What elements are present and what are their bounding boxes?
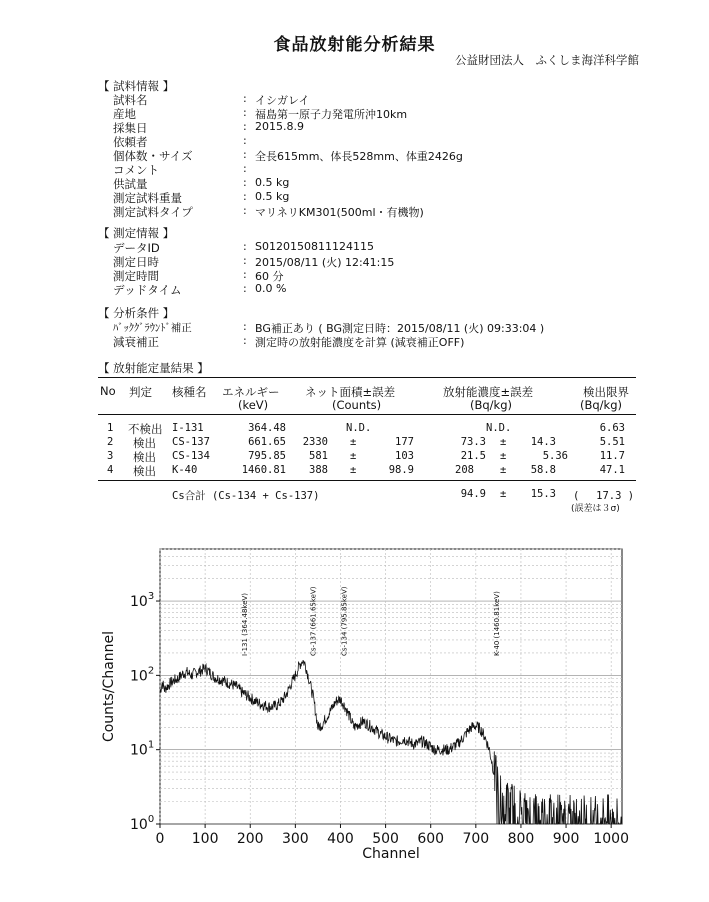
cell-net: 581: [309, 450, 328, 462]
analysis-heading: 【 分析条件 】: [98, 306, 175, 320]
measure-value: 2015/08/11 (火) 12:41:15: [255, 256, 395, 269]
col-header-energy-unit: (keV): [238, 398, 269, 412]
cell-conc-err: 5.36: [542, 450, 568, 462]
sample-label: 依頼者: [113, 135, 148, 149]
x-tick-label: 200: [236, 831, 264, 847]
sample-value: イシガレイ: [255, 94, 310, 107]
sample-label: 測定試料重量: [113, 191, 182, 205]
cell-nuclide: CS-137: [172, 436, 210, 448]
y-tick-label: $10^1$: [130, 739, 155, 759]
cell-no: 4: [107, 464, 114, 476]
cell-conc: 73.3: [460, 436, 486, 448]
sample-label: 個体数・サイズ: [113, 149, 193, 163]
sample-value: マリネリKM301(500ml・有機物): [255, 206, 424, 219]
measure-colon: :: [243, 240, 247, 253]
cell-net: 2330: [302, 436, 328, 448]
y-tick-label: $10^2$: [130, 665, 155, 685]
sample-label: 産地: [113, 107, 136, 121]
y-axis-label: Counts/Channel: [101, 630, 117, 743]
sample-label: コメント: [113, 163, 159, 177]
measure-value: S0120150811124115: [255, 240, 374, 253]
cell-no: 1: [107, 422, 114, 434]
sample-colon: :: [243, 120, 247, 133]
x-tick-label: 400: [327, 831, 354, 847]
analysis-label: 減衰補正: [113, 335, 159, 349]
y-tick-label: $10^3$: [130, 591, 155, 611]
cell-judge: 検出: [133, 436, 156, 450]
error-note: (誤差は３σ): [571, 504, 620, 514]
cell-pm: ±: [350, 464, 357, 476]
x-tick-label: 100: [191, 831, 219, 847]
col-header-energy: エネルギー: [222, 385, 280, 399]
measure-label: 測定時間: [113, 269, 159, 283]
peak-annotation: I-131 (364.48keV): [240, 592, 249, 656]
cell-energy: 1460.81: [241, 464, 286, 476]
y-tick-label: $10^0$: [130, 814, 155, 833]
cs-total-err: 15.3: [530, 488, 556, 500]
cell-nuclide: K-40: [172, 464, 198, 476]
x-tick-label: 600: [417, 831, 445, 847]
measure-info-heading: 【 測定情報 】: [98, 226, 175, 240]
peak-annotation: Cs-134 (795.85keV): [340, 586, 349, 656]
cell-energy: 364.48: [248, 422, 286, 434]
col-header-conc-unit: (Bq/kg): [470, 398, 512, 412]
cs-total-limit: ( 17.3 ): [573, 490, 635, 502]
cell-net-err: 177: [395, 436, 414, 448]
cs-total-conc: 94.9: [460, 488, 486, 500]
cell-conc-err: 58.8: [530, 464, 556, 476]
cell-conc-err: 14.3: [530, 436, 556, 448]
sample-value: 福島第一原子力発電所沖10km: [255, 108, 408, 121]
x-tick-label: 700: [462, 831, 490, 847]
col-header-limit: 検出限界: [583, 385, 629, 399]
sample-label: 供試量: [113, 177, 148, 191]
cell-nuclide: CS-134: [172, 450, 210, 462]
sample-label: 測定試料タイプ: [113, 205, 193, 219]
measure-colon: :: [243, 282, 247, 295]
sample-colon: :: [243, 134, 247, 147]
cell-limit: 5.51: [599, 436, 625, 448]
x-tick-label: 500: [372, 831, 399, 847]
measure-colon: :: [243, 268, 247, 281]
measure-label: データID: [113, 241, 160, 255]
x-axis-label: Channel: [362, 846, 420, 862]
sample-colon: :: [243, 190, 247, 203]
col-header-judge: 判定: [129, 385, 152, 399]
cell-pm: ±: [500, 450, 507, 462]
analysis-value: 測定時の放射能濃度を計算 (減衰補正OFF): [255, 336, 465, 349]
cell-net-err: 98.9: [388, 464, 414, 476]
cell-conc: 208: [455, 464, 474, 476]
sample-value: 0.5 kg: [255, 190, 290, 203]
results-heading: 【 放射能定量結果 】: [98, 361, 209, 375]
cs-total-pm: ±: [500, 488, 507, 500]
measure-value: 60 分: [255, 270, 284, 283]
measure-value: 0.0 %: [255, 282, 287, 295]
peak-annotation: Cs-137 (661.65keV): [309, 586, 318, 656]
cell-net: 388: [309, 464, 328, 476]
cell-net-nd: N.D.: [346, 422, 372, 434]
col-header-nuclide: 核種名: [172, 385, 207, 399]
analysis-colon: :: [243, 334, 247, 347]
sample-colon: :: [243, 148, 247, 161]
cell-nuclide: I-131: [172, 422, 204, 434]
cell-no: 2: [107, 436, 114, 448]
cell-judge: 不検出: [128, 422, 163, 436]
cell-net-err: 103: [395, 450, 414, 462]
page-title: 食品放射能分析結果: [273, 35, 436, 55]
analysis-colon: :: [243, 320, 247, 333]
x-tick-label: 300: [281, 831, 309, 847]
cell-pm: ±: [500, 464, 507, 476]
col-header-net-unit: (Counts): [332, 398, 382, 412]
cell-limit: 6.63: [599, 422, 625, 434]
sample-colon: :: [243, 106, 247, 119]
cell-pm: ±: [350, 436, 357, 448]
cell-limit: 47.1: [599, 464, 625, 476]
col-header-limit-unit: (Bq/kg): [580, 398, 622, 412]
col-header-conc: 放射能濃度±誤差: [443, 385, 534, 399]
x-tick-label: 800: [507, 831, 535, 847]
cell-conc: 21.5: [460, 450, 486, 462]
cell-pm: ±: [350, 450, 357, 462]
sample-info-heading: 【 試料情報 】: [98, 79, 175, 93]
sample-value: 全長615mm、体長528mm、体重2426g: [255, 150, 463, 163]
sample-label: 採集日: [113, 121, 148, 135]
sample-value: 2015.8.9: [255, 120, 304, 133]
x-tick-label: 900: [552, 831, 580, 847]
sample-label: 試料名: [113, 93, 148, 107]
analysis-label: ﾊﾞｯｸｸﾞﾗｳﾝﾄﾞ補正: [113, 322, 192, 334]
analysis-value: BG補正あり ( BG測定日時：2015/08/11 (火) 09:33:04 ): [255, 322, 545, 335]
measure-colon: :: [243, 254, 247, 267]
peak-annotation: K-40 (1460.81keV): [493, 591, 502, 656]
sample-colon: :: [243, 92, 247, 105]
organization-name: 公益財団法人 ふくしま海洋科学館: [455, 53, 639, 67]
cell-energy: 661.65: [248, 436, 286, 448]
x-tick-label: 0: [155, 831, 165, 847]
cs-total-label: Cs合計 (Cs-134 + Cs-137): [172, 490, 320, 502]
col-header-no: No: [100, 384, 116, 398]
measure-label: デッドタイム: [113, 283, 182, 297]
cell-judge: 検出: [133, 450, 156, 464]
sample-value: 0.5 kg: [255, 176, 290, 189]
col-header-net: ネット面積±誤差: [305, 385, 396, 399]
sample-colon: :: [243, 162, 247, 175]
cell-pm: ±: [500, 436, 507, 448]
cell-energy: 795.85: [248, 450, 286, 462]
sample-colon: :: [243, 204, 247, 217]
cell-no: 3: [107, 450, 114, 462]
measure-label: 測定日時: [113, 255, 159, 269]
cell-conc-nd: N.D.: [486, 422, 512, 434]
x-tick-label: 1000: [593, 831, 629, 847]
sample-colon: :: [243, 176, 247, 189]
cell-judge: 検出: [133, 464, 156, 478]
cell-limit: 11.7: [599, 450, 625, 462]
